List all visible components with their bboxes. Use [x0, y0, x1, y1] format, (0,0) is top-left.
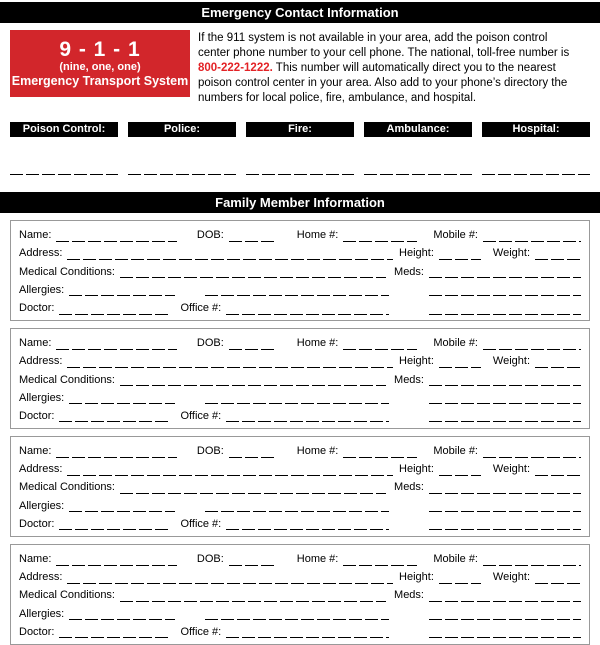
contact-number-line[interactable]	[246, 163, 354, 175]
meds-continuation-line-2[interactable]	[429, 627, 581, 639]
meds-continuation-line[interactable]	[429, 609, 581, 621]
dob-line[interactable]	[229, 554, 277, 566]
doctor-line[interactable]	[59, 411, 170, 423]
name-line[interactable]	[56, 230, 176, 242]
meds-continuation-line-2[interactable]	[429, 519, 581, 531]
medical-conditions-label: Medical Conditions:	[19, 265, 115, 278]
family-members-list	[10, 220, 590, 645]
mobile-number-line[interactable]	[483, 446, 581, 458]
911-system-label: Emergency Transport System	[11, 74, 189, 88]
family-member-block	[10, 544, 590, 645]
allergies-line[interactable]	[69, 393, 175, 405]
doctor-line[interactable]	[59, 303, 170, 315]
height-line[interactable]	[439, 248, 481, 260]
911-callout	[10, 30, 190, 97]
office-number-label: Office #:	[180, 301, 222, 314]
medical-conditions-line[interactable]	[120, 482, 386, 494]
mobile-number-label: Mobile #:	[433, 553, 478, 565]
height-label: Height:	[399, 571, 434, 584]
allergies-line[interactable]	[69, 609, 175, 621]
address-label: Address:	[19, 571, 63, 584]
meds-continuation-line[interactable]	[429, 393, 581, 405]
height-label: Height:	[399, 463, 434, 476]
contact-label: Ambulance:	[364, 122, 472, 137]
doctor-line[interactable]	[59, 519, 170, 531]
home-number-line[interactable]	[343, 338, 417, 350]
medical-conditions-line[interactable]	[120, 590, 386, 602]
home-number-line[interactable]	[343, 554, 417, 566]
member-row-5	[19, 297, 581, 315]
office-number-line[interactable]	[226, 411, 389, 423]
family-member-block	[10, 328, 590, 429]
address-line[interactable]	[67, 248, 393, 260]
meds-label: Meds:	[394, 373, 424, 386]
contact-column	[482, 122, 590, 175]
member-row-1	[19, 224, 581, 242]
section-header-emergency: Emergency Contact Information	[0, 2, 600, 23]
meds-line[interactable]	[429, 375, 581, 387]
dob-line[interactable]	[229, 230, 277, 242]
weight-line[interactable]	[535, 464, 581, 476]
meds-line[interactable]	[429, 590, 581, 602]
member-row-4	[19, 387, 581, 405]
name-label: Name:	[19, 337, 52, 350]
mobile-number-label: Mobile #:	[433, 229, 478, 242]
contact-label: Police:	[128, 122, 236, 137]
meds-line[interactable]	[429, 482, 581, 494]
office-number-label: Office #:	[180, 517, 222, 530]
name-line[interactable]	[56, 338, 176, 350]
dob-line[interactable]	[229, 338, 277, 350]
address-line[interactable]	[67, 464, 393, 476]
meds-label: Meds:	[394, 589, 424, 602]
member-row-1	[19, 332, 581, 350]
height-line[interactable]	[439, 572, 481, 584]
family-member-block	[10, 220, 590, 321]
allergies-line[interactable]	[69, 285, 175, 297]
contact-column	[246, 122, 354, 175]
doctor-label: Doctor:	[19, 409, 55, 422]
allergies-line[interactable]	[69, 501, 175, 513]
home-number-line[interactable]	[343, 446, 417, 458]
911-words: (nine, one, one)	[59, 61, 141, 73]
name-label: Name:	[19, 229, 52, 242]
office-number-line[interactable]	[226, 519, 389, 531]
emergency-form-page	[0, 2, 600, 638]
poison-control-phone: 800-222-1222.	[198, 62, 273, 74]
medical-conditions-label: Medical Conditions:	[19, 373, 115, 386]
weight-label: Weight:	[492, 355, 530, 368]
medical-conditions-label: Medical Conditions:	[19, 589, 115, 602]
911-number: 9 - 1 - 1	[59, 38, 141, 61]
name-label: Name:	[19, 553, 52, 565]
contact-number-line[interactable]	[10, 163, 118, 175]
weight-line[interactable]	[535, 248, 581, 260]
intro-paragraph	[198, 30, 590, 106]
member-row-3	[19, 260, 581, 278]
top-section	[10, 30, 590, 106]
doctor-label: Doctor:	[19, 625, 55, 638]
office-number-label: Office #:	[180, 625, 222, 638]
contact-number-line[interactable]	[364, 163, 472, 175]
height-line[interactable]	[439, 356, 481, 368]
contact-column	[10, 122, 118, 175]
member-row-3	[19, 584, 581, 602]
mobile-number-line[interactable]	[483, 554, 581, 566]
dob-line[interactable]	[229, 446, 277, 458]
contact-label: Hospital:	[482, 122, 590, 137]
height-label: Height:	[399, 247, 434, 260]
meds-line[interactable]	[429, 267, 581, 279]
mobile-number-label: Mobile #:	[433, 337, 478, 350]
contact-label: Fire:	[246, 122, 354, 137]
allergies-continuation-line[interactable]	[205, 609, 389, 621]
address-line[interactable]	[67, 572, 393, 584]
member-row-4	[19, 279, 581, 297]
weight-line[interactable]	[535, 572, 581, 584]
mobile-number-line[interactable]	[483, 230, 581, 242]
office-number-line[interactable]	[226, 303, 389, 315]
height-line[interactable]	[439, 464, 481, 476]
member-row-3	[19, 368, 581, 386]
meds-continuation-line-2[interactable]	[429, 411, 581, 423]
meds-label: Meds:	[394, 481, 424, 494]
family-member-block	[10, 436, 590, 537]
home-number-label: Home #:	[296, 445, 339, 458]
address-label: Address:	[19, 247, 63, 260]
name-line[interactable]	[56, 446, 176, 458]
member-row-1	[19, 548, 581, 566]
doctor-label: Doctor:	[19, 517, 55, 530]
mobile-number-label: Mobile #:	[433, 445, 478, 458]
allergies-continuation-line[interactable]	[205, 501, 389, 513]
dob-label: DOB:	[196, 553, 224, 565]
section-header-family: Family Member Information	[0, 192, 600, 213]
member-row-3	[19, 476, 581, 494]
address-label: Address:	[19, 463, 63, 476]
meds-continuation-line[interactable]	[429, 285, 581, 297]
dob-label: DOB:	[196, 229, 224, 242]
dob-label: DOB:	[196, 337, 224, 350]
allergies-label: Allergies:	[19, 607, 65, 620]
allergies-label: Allergies:	[19, 391, 65, 404]
member-row-4	[19, 602, 581, 620]
medical-conditions-label: Medical Conditions:	[19, 481, 115, 494]
member-row-4	[19, 494, 581, 512]
name-label: Name:	[19, 445, 52, 458]
member-row-2	[19, 566, 581, 584]
contact-label: Poison Control:	[10, 122, 118, 137]
member-row-5	[19, 621, 581, 639]
home-number-label: Home #:	[296, 229, 339, 242]
weight-label: Weight:	[492, 247, 530, 260]
office-number-label: Office #:	[180, 409, 222, 422]
weight-label: Weight:	[492, 571, 530, 584]
dob-label: DOB:	[196, 445, 224, 458]
meds-label: Meds:	[394, 265, 424, 278]
member-row-2	[19, 350, 581, 368]
contact-number-line[interactable]	[482, 163, 590, 175]
medical-conditions-line[interactable]	[120, 267, 386, 279]
contact-number-line[interactable]	[128, 163, 236, 175]
name-line[interactable]	[56, 554, 176, 566]
address-label: Address:	[19, 355, 63, 368]
doctor-line[interactable]	[59, 627, 170, 639]
allergies-continuation-line[interactable]	[205, 393, 389, 405]
mobile-number-line[interactable]	[483, 338, 581, 350]
height-label: Height:	[399, 355, 434, 368]
office-number-line[interactable]	[226, 627, 389, 639]
meds-continuation-line-2[interactable]	[429, 303, 581, 315]
home-number-line[interactable]	[343, 230, 417, 242]
medical-conditions-line[interactable]	[120, 375, 386, 387]
allergies-label: Allergies:	[19, 283, 65, 296]
address-line[interactable]	[67, 356, 393, 368]
intro-text-before: If the 911 system is not available in your area, add the poison control center phone number to your cell phone. The national, toll-free number is	[198, 32, 570, 59]
doctor-label: Doctor:	[19, 301, 55, 314]
member-row-1	[19, 440, 581, 458]
member-row-5	[19, 513, 581, 531]
home-number-label: Home #:	[296, 337, 339, 350]
meds-continuation-line[interactable]	[429, 501, 581, 513]
member-row-5	[19, 405, 581, 423]
contact-column	[364, 122, 472, 175]
home-number-label: Home #:	[296, 553, 339, 565]
emergency-contacts-row	[10, 122, 590, 175]
weight-label: Weight:	[492, 463, 530, 476]
intro-text-after: This number will automatically direct you to the nearest poison control center in your area. Also add to your phone’s directory the numbers for local police, fire, ambulance, and hospital.	[198, 62, 568, 104]
member-row-2	[19, 242, 581, 260]
allergies-continuation-line[interactable]	[205, 285, 389, 297]
contact-column	[128, 122, 236, 175]
weight-line[interactable]	[535, 356, 581, 368]
allergies-label: Allergies:	[19, 499, 65, 512]
member-row-2	[19, 458, 581, 476]
